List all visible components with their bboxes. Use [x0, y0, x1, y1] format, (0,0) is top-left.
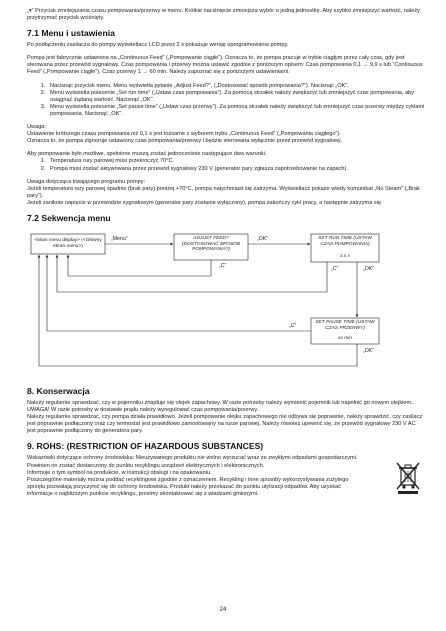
menu-label: „Menu” [111, 235, 128, 242]
list-item: 2. Pompa musi zostać aktywowana przez przewód sygnałowy 230 V (generator pary zgłasza zapotrzebowanie na zapach). [47, 166, 425, 173]
setup-steps-list [27, 83, 425, 118]
s9-paragraph-1: Wskazówki dotyczące ochrony środowiska: Nieużywanego produktu nie wolno wyrzucać wraz ze zwykłymi odpadami gospodarczymi. Powinien on zostać dostarczony do punktu recyklingu urządzeń elektrycznych i elektronicznych. [27, 455, 358, 469]
s8-paragraph-2: Należy regularnie sprawdzać, czy pompa działa prawidłowo. Jeżeli pompowanie olejku zapachowego nie odbywa się poprawnie, należy sprawdzić, czy zasilacz jest poprawnie podłączony oraz czy termostat jest prawidłowo zamontowany na rurze parowej. Należy również upewnić się, że przewód sygnałowy 230 V AC jest poprawnie podłączony do generatora pary. [27, 414, 423, 435]
document-page [27, 8, 425, 498]
rohs-block [27, 455, 425, 498]
c-label: „C” [289, 322, 297, 329]
set-run-time-label: SET RUN TIME (USTAW CZAS POMPOWANIA) [318, 235, 372, 247]
note-label: Uwaga: [27, 124, 46, 131]
page-number: 24 [219, 607, 227, 613]
main-menu-box-label: <Main menu display> (<Główny ekran menu>) [34, 237, 102, 249]
list-item: 1. Nacisnąć przycisk menu. Menu wyświetla pytanie „Adjust Feed?”, („Dostosować sposób pompowania?”). Nacisnąć „OK”. [47, 83, 425, 90]
intro-text: „▾” Przycisk zmniejszania czasu pompowania/przerwy w menu. Krótkie naciśnięcie zmniejsza wybór o jedną jednostkę. Aby szybko zmniejszyć wartość, należy przytrzymać przycisk wciśnięty. [27, 8, 420, 22]
set-pause-time-label: SET PAUSE TIME (USTAW CZAS PRZERWY) [315, 319, 375, 331]
set-pause-time-value: xx min [338, 335, 352, 341]
s9-paragraph-2: Informuje o tym symbol na produkcie, w instrukcji obsługi i na opakowaniu. [27, 469, 212, 476]
menu-sequence-diagram [27, 230, 425, 380]
section-7-2-heading: 7.2 Sekwencja menu [27, 212, 111, 223]
ok-label: „OK” [363, 265, 374, 272]
note-line: Oznacza to, że pompa zignoruje ustawiony czas pompowania/przerwy i będzie sterowana wyłącznie przez przewód sygnałowy. [27, 138, 342, 145]
note-line: Jeżeli zaniknie napięcie w przewodzie sygnałowym (generator pary zostanie wyłączony), pompa zakończy cykl pracy, a następnie zatrzyma się. [27, 199, 383, 206]
list-item: 2. Menu wyświetla polecenie „Set run time” („Ustaw czas pompowania”). Za pomocą strzałek należy zwiększyć lub zmniejszyć czas pompowania, aby osiągnąć żądaną wartość. Nacisnąć „OK”. [47, 90, 425, 104]
note-label: Uwaga dotycząca trwającego programu pompy: [27, 178, 146, 185]
c-label: „C” [331, 265, 339, 272]
s9-paragraph-3: Poszczególne materiały można poddać recyklingowi zgodnie z oznaczeniem. Recykling i inne sposoby wykorzystywania zużytego sprzętu pozwalają przyczynić się do ochrony środowiska. Produkt należy przekazać do punktu utylizacji odpadów. Aby uzyskać informacje o najbliższym punkcie recyklingu, prosimy skontaktować się z władzami gminnymi. [27, 476, 349, 497]
crossed-bin-icon [393, 459, 423, 495]
section-8-heading: 8. Konserwacja [27, 385, 90, 396]
s71-paragraph-1: Po podłączeniu zasilacza do pompy wyświetlacz LCD przez 2 s pokazuje wersję oprogramowania pompy. [27, 42, 289, 49]
section-7-1-heading: 7.1 Menu i ustawienia [27, 28, 115, 39]
ok-label: „OK” [257, 235, 268, 242]
s71-paragraph-2: Pompa jest fabrycznie ustawiona na „Continuous Feed” („Pompowanie ciągłe”). Oznacza to, że pompa pracuje w trybie ciągłym przez cały czas, gdy jest sterowana przez przewód sygnałowy. Czas pompowania i przerwy można ustawić zgodnie z poniższym opisem: Czas pompowania 0,1 → 9,9 s lub “Continuous Feed” („Pompowanie ciągłe”). Czas przerwy 1 → 60 min. Należy zapoznać się z poniższymi ustawieniami. [27, 55, 423, 76]
adjust-feed-box-label: ADJUST FEED? (DOSTOSOWAĆ SPOSÓB POMPOWANIA?) [181, 235, 241, 253]
set-run-time-value: x.x s [340, 253, 350, 259]
section-9-heading: 9. ROHS: (RESTRICTION OF HAZARDOUS SUBSTANCES) [27, 441, 264, 452]
note-line: Ustawienie krótszego czasu pompowania niż 0,1 s jest tożsame z wyborem trybu „Continuous Feed” („Pompowania ciągłego”). [27, 131, 341, 138]
list-item: 3. Menu wyświetla polecenie „Set pause time” („Ustaw czas przerwy”). Za pomocą strzałek należy zwiększyć lub zmniejszyć czas przerwy między cyklami pompowania. Nacisnąć „OK”. [47, 104, 425, 118]
note-line: Jeżeli temperatura rury parowej spadnie (brak pary) poniżej +70°C, pompa natychmiast się zatrzyma. Wyświetlacz pokaże wtedy komunikat „No Steam” („Brak pary”). [27, 185, 420, 199]
s8-paragraph-1: Należy regularnie sprawdzać, czy w pojemniku znajduje się olejek zapachowy. W razie potrzeby należy wymienić pojemnik lub napełnić go nowym olejkiem. UWAGA! W razie potrzeby w dostawie prądu należy wyregulować czas pompowania/przerwy. [27, 399, 413, 414]
c-label: „C” [219, 262, 227, 269]
ok-label: „OK” [363, 347, 374, 354]
list-item: 1. Temperatura rury parowej musi przekroczyć 70°C. [47, 158, 425, 165]
conditions-intro: Aby pompowanie było możliwe, spełnione muszą zostać jednocześnie następujące dwa warunki. [27, 151, 267, 158]
conditions-list [27, 158, 425, 172]
